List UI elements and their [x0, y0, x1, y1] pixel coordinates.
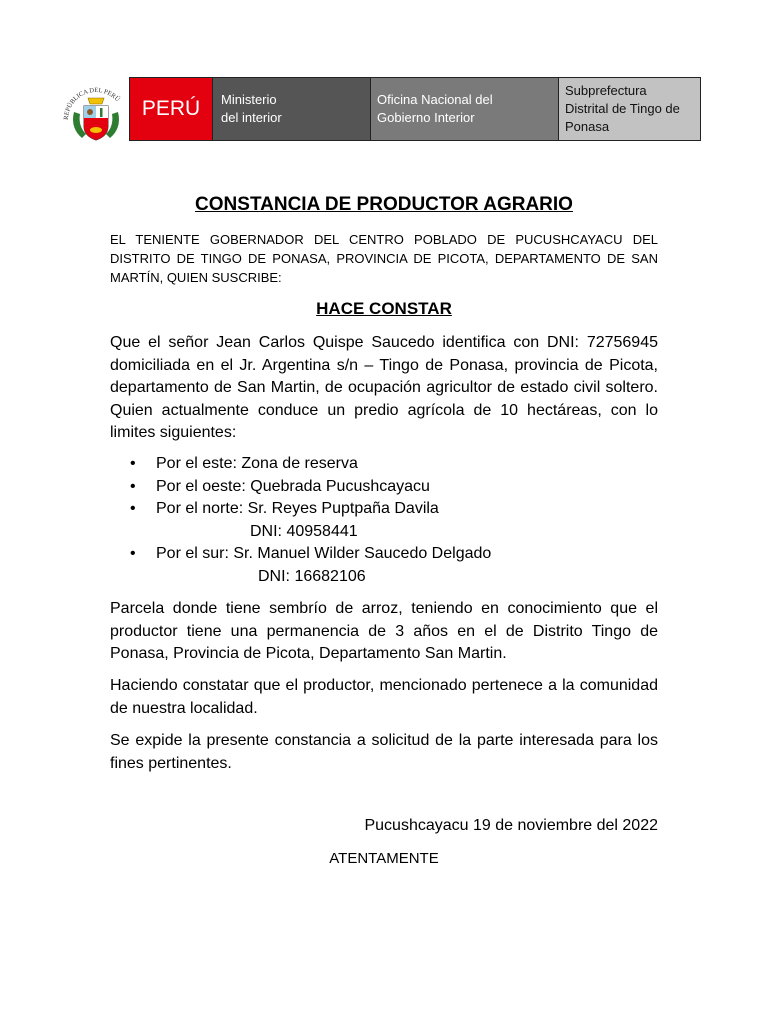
paragraph-3: Haciendo constatar que el productor, mencionado pertenece a la comunidad de nuestra localidad. — [110, 677, 658, 717]
subprefecture-label: Subprefectura Distrital de Tingo de Ponasa — [559, 78, 700, 140]
section-heading: HACE CONSTAR — [316, 299, 452, 318]
bullet-icon: • — [130, 545, 136, 562]
paragraph-4: Se expide la presente constancia a solicitud de la parte interesada para los fines pertinentes. — [110, 732, 658, 772]
list-item-dni: DNI: 16682106 — [258, 567, 366, 585]
intro-text: EL TENIENTE GOBERNADOR DEL CENTRO POBLADO DE PUCUSHCAYACU DEL DISTRITO DE TINGO DE PONASA, PROVINCIA DE PICOTA, DEPARTAMENTO DE SAN MARTÍN, QUIEN SUSCRIBE: — [110, 232, 658, 285]
ministry-label: Ministerio del interior — [213, 78, 371, 140]
paragraph-1: Que el señor Jean Carlos Quispe Saucedo identifica con DNI: 72756945 domiciliada en el Jr. Argentina s/n – Tingo de Ponasa, provincia de Picota, departamento de San Martin, de ocupación agricultor de estado civil soltero. Quien actualmente conduce un predio agrícola de 10 hectáreas, con lo limites siguientes: — [110, 334, 658, 441]
list-item: • Por el oeste: Quebrada Pucushcayacu — [110, 476, 658, 499]
document-title: CONSTANCIA DE PRODUCTOR AGRARIO — [195, 194, 573, 215]
closing: ATENTAMENTE — [329, 850, 439, 867]
paragraph-2: Parcela donde tiene sembrío de arroz, teniendo en conocimiento que el productor tiene una permanencia de 3 años en el de Distrito Tingo de Ponasa, Provincia de Picota, Departamento San Martin. — [110, 600, 658, 662]
list-item: • Por el este: Zona de reserva — [110, 453, 658, 476]
onagi-label: Oficina Nacional del Gobierno Interior — [371, 78, 559, 140]
bullet-icon: • — [130, 455, 136, 472]
bullet-icon: • — [130, 500, 136, 517]
letterhead — [60, 74, 705, 146]
peru-coat-of-arms-icon — [60, 76, 132, 144]
limits-list — [110, 453, 658, 588]
crest-text: REPÚBLICA DEL PERÚ — [62, 86, 121, 121]
bullet-icon: • — [130, 477, 136, 495]
list-item-dni: DNI: 40958441 — [250, 522, 358, 540]
peru-label: PERÚ — [130, 78, 213, 140]
list-item: • Por el sur: Sr. Manuel Wilder Saucedo Delgado — [110, 543, 658, 566]
list-item: • Por el norte: Sr. Reyes Puptpaña Davila — [110, 498, 658, 521]
institution-bar — [129, 77, 701, 141]
place-date: Pucushcayacu 19 de noviembre del 2022 — [364, 817, 658, 834]
